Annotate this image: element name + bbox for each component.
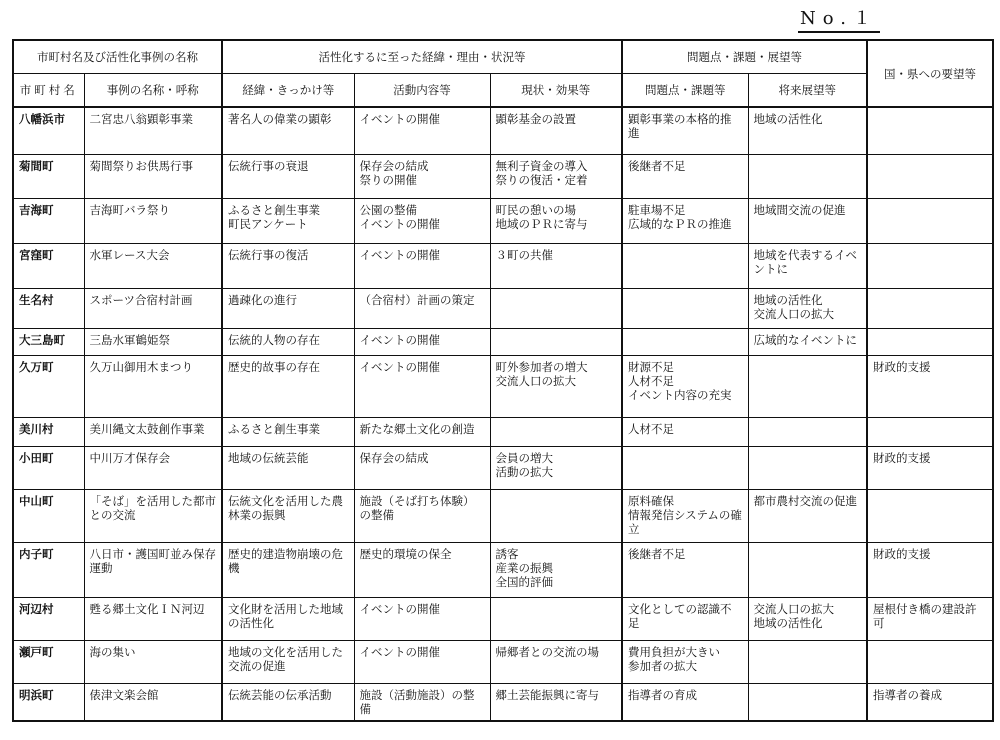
table-row xyxy=(13,417,993,446)
requests-cell xyxy=(867,288,993,328)
case-name-cell: 甦る郷土文化ＩＮ河辺 xyxy=(84,597,222,640)
background-cell: ふるさと創生事業 町民アンケート xyxy=(222,198,354,243)
header-group-municipality: 市町村名及び活性化事例の名称 xyxy=(13,40,222,74)
requests-cell: 指導者の養成 xyxy=(867,683,993,721)
requests-cell xyxy=(867,328,993,355)
case-name-cell: 美川縄文太鼓創作事業 xyxy=(84,417,222,446)
background-cell: 伝統行事の衰退 xyxy=(222,154,354,198)
outlook-cell xyxy=(748,640,867,683)
background-cell: 伝統行事の復活 xyxy=(222,243,354,288)
table-row xyxy=(13,683,993,721)
table-row xyxy=(13,107,993,154)
effects-cell xyxy=(490,489,622,542)
issues-cell: 原料確保 情報発信システムの確立 xyxy=(622,489,748,542)
background-cell: 地域の伝統芸能 xyxy=(222,446,354,489)
effects-cell: 町外参加者の増大 交流人口の拡大 xyxy=(490,355,622,417)
activities-cell: 公園の整備 イベントの開催 xyxy=(354,198,490,243)
activities-cell: 施設（活動施設）の整備 xyxy=(354,683,490,721)
case-name-cell: 二宮忠八翁顕彰事業 xyxy=(84,107,222,154)
page-number: No.１ xyxy=(798,4,880,33)
effects-cell xyxy=(490,597,622,640)
case-name-cell: 中川万才保存会 xyxy=(84,446,222,489)
table-row xyxy=(13,154,993,198)
header-group-background: 活性化するに至った経緯・理由・状況等 xyxy=(222,40,622,74)
background-cell: 伝統芸能の伝承活動 xyxy=(222,683,354,721)
requests-cell: 財政的支援 xyxy=(867,446,993,489)
activities-cell: 新たな郷土文化の創造 xyxy=(354,417,490,446)
header-issues: 問題点・課題等 xyxy=(622,74,748,108)
municipality-cell: 中山町 xyxy=(13,489,84,542)
requests-cell xyxy=(867,489,993,542)
outlook-cell: 地域の活性化 交流人口の拡大 xyxy=(748,288,867,328)
background-cell: 地域の文化を活用した交流の促進 xyxy=(222,640,354,683)
outlook-cell xyxy=(748,355,867,417)
case-name-cell: 「そば」を活用した都市との交流 xyxy=(84,489,222,542)
requests-cell xyxy=(867,417,993,446)
effects-cell: ３町の共催 xyxy=(490,243,622,288)
header-activities: 活動内容等 xyxy=(354,74,490,108)
issues-cell: 後継者不足 xyxy=(622,154,748,198)
municipality-cell: 久万町 xyxy=(13,355,84,417)
municipality-cell: 美川村 xyxy=(13,417,84,446)
header-group-issues: 問題点・課題・展望等 xyxy=(622,40,867,74)
issues-cell: 人材不足 xyxy=(622,417,748,446)
municipality-cell: 内子町 xyxy=(13,542,84,597)
activities-cell: 歴史的環境の保全 xyxy=(354,542,490,597)
requests-cell: 財政的支援 xyxy=(867,542,993,597)
outlook-cell: 地域を代表するイベントに xyxy=(748,243,867,288)
issues-cell xyxy=(622,243,748,288)
table-row xyxy=(13,288,993,328)
activities-cell: イベントの開催 xyxy=(354,328,490,355)
case-name-cell: 俵津文楽会館 xyxy=(84,683,222,721)
issues-cell xyxy=(622,288,748,328)
table-row xyxy=(13,355,993,417)
outlook-cell xyxy=(748,542,867,597)
activities-cell: 保存会の結成 xyxy=(354,446,490,489)
activities-cell: 保存会の結成 祭りの開催 xyxy=(354,154,490,198)
activities-cell: イベントの開催 xyxy=(354,597,490,640)
header-case-name: 事例の名称・呼称 xyxy=(84,74,222,108)
header-municipality: 市町村名 xyxy=(13,74,84,108)
header-background: 経緯・きっかけ等 xyxy=(222,74,354,108)
activities-cell: イベントの開催 xyxy=(354,107,490,154)
municipality-cell: 小田町 xyxy=(13,446,84,489)
case-name-cell: スポーツ合宿村計画 xyxy=(84,288,222,328)
issues-cell: 財源不足 人材不足 イベント内容の充実 xyxy=(622,355,748,417)
outlook-cell: 地域間交流の促進 xyxy=(748,198,867,243)
table-row xyxy=(13,640,993,683)
effects-cell xyxy=(490,288,622,328)
issues-cell: 指導者の育成 xyxy=(622,683,748,721)
activities-cell: （合宿村）計画の策定 xyxy=(354,288,490,328)
municipality-cell: 菊間町 xyxy=(13,154,84,198)
effects-cell: 会員の増大 活動の拡大 xyxy=(490,446,622,489)
activities-cell: 施設（そば打ち体験）の整備 xyxy=(354,489,490,542)
activities-cell: イベントの開催 xyxy=(354,640,490,683)
case-name-cell: 海の集い xyxy=(84,640,222,683)
case-name-cell: 水軍レース大会 xyxy=(84,243,222,288)
issues-cell: 駐車場不足 広域的なＰＲの推進 xyxy=(622,198,748,243)
background-cell: 文化財を活用した地域の活性化 xyxy=(222,597,354,640)
outlook-cell xyxy=(748,154,867,198)
effects-cell xyxy=(490,328,622,355)
requests-cell: 屋根付き橋の建設許可 xyxy=(867,597,993,640)
issues-cell: 顕彰事業の本格的推進 xyxy=(622,107,748,154)
header-effects: 現状・効果等 xyxy=(490,74,622,108)
municipality-cell: 明浜町 xyxy=(13,683,84,721)
municipality-cell: 吉海町 xyxy=(13,198,84,243)
header-requests: 国・県への要望等 xyxy=(867,40,993,107)
municipality-cell: 大三島町 xyxy=(13,328,84,355)
effects-cell: 顕彰基金の設置 xyxy=(490,107,622,154)
background-cell: ふるさと創生事業 xyxy=(222,417,354,446)
requests-cell: 財政的支援 xyxy=(867,355,993,417)
case-table xyxy=(12,39,994,722)
background-cell: 伝統的人物の存在 xyxy=(222,328,354,355)
municipality-cell: 河辺村 xyxy=(13,597,84,640)
issues-cell xyxy=(622,446,748,489)
background-cell: 伝統文化を活用した農林業の振興 xyxy=(222,489,354,542)
table-body xyxy=(13,107,993,721)
table-row xyxy=(13,446,993,489)
case-name-cell: 吉海町バラ祭り xyxy=(84,198,222,243)
case-name-cell: 八日市・護国町並み保存運動 xyxy=(84,542,222,597)
issues-cell: 文化としての認識不足 xyxy=(622,597,748,640)
requests-cell xyxy=(867,154,993,198)
effects-cell: 誘客 産業の振興 全国的評価 xyxy=(490,542,622,597)
background-cell: 過疎化の進行 xyxy=(222,288,354,328)
background-cell: 歴史的故事の存在 xyxy=(222,355,354,417)
outlook-cell: 都市農村交流の促進 xyxy=(748,489,867,542)
requests-cell xyxy=(867,107,993,154)
case-name-cell: 三島水軍鶴姫祭 xyxy=(84,328,222,355)
outlook-cell: 広域的なイベントに xyxy=(748,328,867,355)
effects-cell xyxy=(490,417,622,446)
issues-cell: 後継者不足 xyxy=(622,542,748,597)
activities-cell: イベントの開催 xyxy=(354,355,490,417)
municipality-cell: 宮窪町 xyxy=(13,243,84,288)
effects-cell: 町民の憩いの場 地域のＰＲに寄与 xyxy=(490,198,622,243)
table-row xyxy=(13,597,993,640)
requests-cell xyxy=(867,243,993,288)
outlook-cell xyxy=(748,683,867,721)
requests-cell xyxy=(867,198,993,243)
outlook-cell: 交流人口の拡大 地域の活性化 xyxy=(748,597,867,640)
case-name-cell: 菊間祭りお供馬行事 xyxy=(84,154,222,198)
table-row xyxy=(13,328,993,355)
effects-cell: 無利子資金の導入 祭りの復活・定着 xyxy=(490,154,622,198)
table-row xyxy=(13,542,993,597)
outlook-cell xyxy=(748,446,867,489)
municipality-cell: 生名村 xyxy=(13,288,84,328)
effects-cell: 帰郷者との交流の場 xyxy=(490,640,622,683)
table-row xyxy=(13,243,993,288)
requests-cell xyxy=(867,640,993,683)
table-row xyxy=(13,489,993,542)
activities-cell: イベントの開催 xyxy=(354,243,490,288)
issues-cell xyxy=(622,328,748,355)
municipality-cell: 八幡浜市 xyxy=(13,107,84,154)
case-name-cell: 久万山御用木まつり xyxy=(84,355,222,417)
table-row xyxy=(13,198,993,243)
background-cell: 歴史的建造物崩壊の危機 xyxy=(222,542,354,597)
municipality-cell: 瀬戸町 xyxy=(13,640,84,683)
header-outlook: 将来展望等 xyxy=(748,74,867,108)
outlook-cell xyxy=(748,417,867,446)
outlook-cell: 地域の活性化 xyxy=(748,107,867,154)
effects-cell: 郷土芸能振興に寄与 xyxy=(490,683,622,721)
background-cell: 著名人の偉業の顕彰 xyxy=(222,107,354,154)
issues-cell: 費用負担が大きい 参加者の拡大 xyxy=(622,640,748,683)
